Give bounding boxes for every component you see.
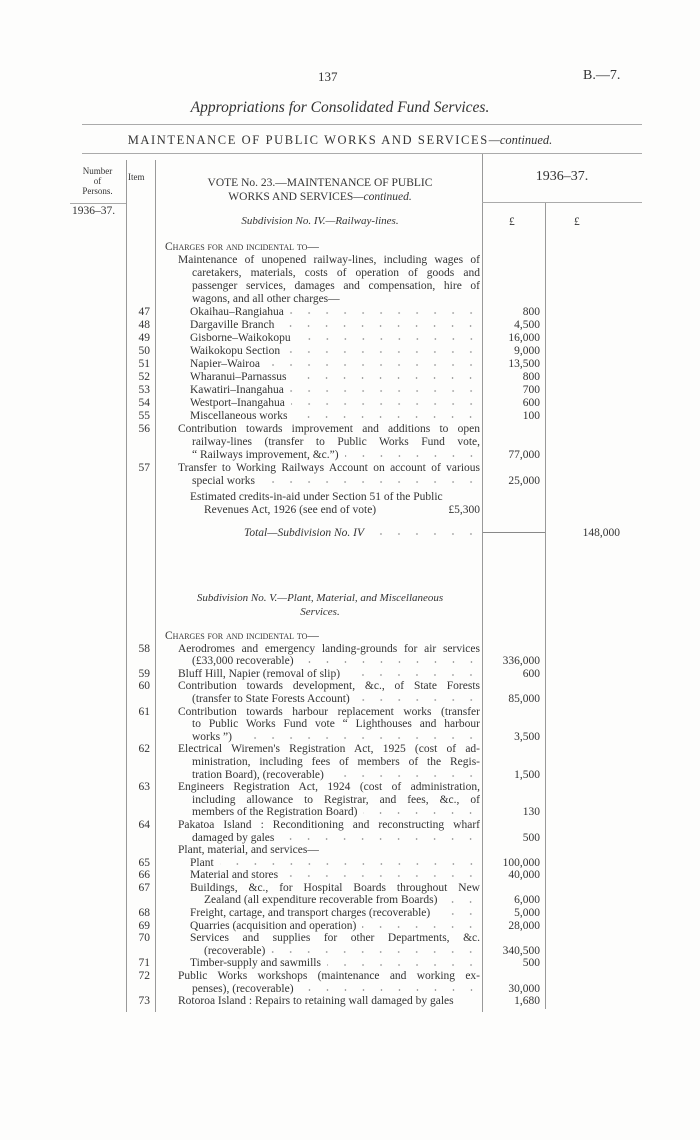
item-description — [160, 630, 480, 643]
item-description — [160, 643, 480, 668]
appropriation-item-row — [0, 995, 700, 1008]
description-line — [160, 693, 480, 706]
document-reference: B.—7. — [583, 68, 621, 83]
item-description — [160, 345, 480, 358]
dot-leader — [280, 319, 480, 332]
description-line — [160, 857, 480, 870]
page-number: 137 — [318, 69, 338, 84]
item-amount: 9,000 — [514, 345, 540, 357]
subdivision-iv-total-amount: 148,000 — [582, 527, 620, 539]
persons-header-rule — [70, 203, 126, 204]
item-number: 58 — [138, 642, 150, 655]
item-amount: 16,000 — [508, 332, 540, 344]
item-amount: 800 — [522, 371, 540, 383]
description-line: Public Works workshops (maintenance and working ex- — [178, 970, 480, 983]
dot-leader — [300, 983, 480, 996]
persons-header-line: Number — [82, 166, 113, 176]
vote-heading-line: VOTE No. 23.—MAINTENANCE OF PUBLIC — [207, 177, 433, 189]
item-number: 54 — [138, 397, 150, 409]
item-description — [160, 819, 480, 844]
item-amount: 77,000 — [508, 449, 540, 461]
appropriation-item-row — [0, 397, 700, 410]
appropriation-item-row — [0, 680, 700, 705]
item-description — [160, 995, 480, 1008]
description-line: Contribution towards harbour replacement works (transfer — [178, 705, 480, 718]
description-line: to Public Works Fund vote “ Lighthouses and harbour — [192, 718, 480, 731]
subdivision-iv-items — [0, 241, 700, 488]
dot-leader — [370, 527, 480, 539]
description-line: railway-lines (transfer to Public Works Fund vote, — [192, 436, 480, 448]
description-line: Buildings, &c., for Hospital Boards throughout New — [190, 881, 480, 894]
description-line: Services and supplies for other Departments, &c. — [190, 932, 480, 945]
item-number: 56 — [138, 423, 150, 435]
dot-leader — [238, 731, 480, 744]
item-amount: 30,000 — [508, 982, 540, 995]
item-description — [160, 332, 480, 345]
item-number: 51 — [138, 358, 150, 370]
dot-leader — [346, 668, 480, 681]
item-number: 61 — [138, 705, 150, 718]
item-description — [160, 668, 480, 681]
dot-leader — [280, 832, 480, 845]
description-text: “ Railways improvement, &c.”) — [192, 449, 339, 461]
appropriation-item-row — [0, 643, 700, 668]
item-amount: 700 — [522, 384, 540, 396]
group-heading-row — [0, 254, 700, 306]
description-line — [160, 957, 480, 970]
item-number: 64 — [138, 818, 150, 831]
item-number: 71 — [138, 957, 150, 970]
item-number: 72 — [138, 970, 150, 983]
currency-symbol: £ — [574, 216, 580, 228]
description-text: Wharanui–Parnassus — [190, 371, 287, 383]
item-amount: 800 — [522, 306, 540, 318]
item-amount: 5,000 — [514, 907, 540, 920]
description-text: wagons, and all other charges— — [192, 293, 340, 305]
description-line — [160, 806, 480, 819]
dot-leader — [363, 806, 480, 819]
description-line — [160, 869, 480, 882]
description-line — [160, 397, 480, 410]
item-description — [160, 680, 480, 705]
description-text: Gisborne–Waikokopu — [190, 332, 291, 344]
dot-leader — [327, 957, 480, 970]
appropriation-item-row — [0, 869, 700, 882]
item-amount: 336,000 — [502, 655, 540, 668]
credits-note-line: Estimated credits-in-aid under Section 51 of the Public — [190, 491, 443, 503]
description-line — [160, 769, 480, 782]
item-number: 68 — [138, 907, 150, 920]
appropriation-item-row — [0, 781, 700, 819]
description-text: Okaihau–Rangiahua — [190, 306, 284, 318]
dot-leader — [290, 306, 480, 319]
item-amount: 1,680 — [514, 995, 540, 1008]
dot-leader — [266, 358, 480, 371]
description-text: Quarries (acquisition and operation) — [190, 919, 357, 932]
item-number: 48 — [138, 319, 150, 331]
description-line: ministration, including fees of members of the Regis- — [192, 755, 480, 768]
appropriation-item-row — [0, 358, 700, 371]
description-line — [160, 844, 480, 857]
description-line: Transfer to Working Railways Account on account of various — [178, 462, 480, 474]
appropriation-item-row — [0, 957, 700, 970]
item-number: 63 — [138, 781, 150, 794]
item-description — [160, 384, 480, 397]
description-line — [160, 832, 480, 845]
vote-heading — [160, 176, 480, 204]
section-rule — [82, 153, 642, 154]
item-description — [160, 358, 480, 371]
description-line — [160, 371, 480, 384]
appropriation-item-row — [0, 668, 700, 681]
appropriation-item-row — [0, 743, 700, 781]
item-description — [160, 397, 480, 410]
group-heading-row — [0, 630, 700, 643]
item-number: 59 — [138, 667, 150, 680]
subdivision-iv-heading: Subdivision No. IV.—Railway-lines. — [241, 215, 399, 227]
dot-leader — [330, 769, 480, 782]
item-number: 60 — [138, 680, 150, 693]
description-text: Kawatiri–Inangahua — [190, 384, 284, 396]
description-text: (£33,000 recoverable) — [192, 655, 294, 668]
description-text: Freight, cartage, and transport charges (recoverable) — [190, 907, 431, 920]
item-amount: 6,000 — [514, 894, 540, 907]
description-line: passenger services, damages and compensation, hire of — [192, 280, 480, 292]
description-text: Napier–Wairoa — [190, 358, 260, 370]
dot-leader — [271, 945, 480, 958]
item-description — [160, 706, 480, 744]
description-line — [160, 449, 480, 462]
item-number: 47 — [138, 306, 150, 318]
item-amount: 3,500 — [514, 730, 540, 743]
section-heading-suffix: —continued. — [488, 133, 553, 147]
subdivision-v-heading — [160, 591, 480, 619]
persons-header-line: Persons. — [82, 186, 113, 196]
description-line: Engineers Registration Act, 1924 (cost of administration, — [178, 781, 480, 794]
section-heading-main: MAINTENANCE OF PUBLIC WORKS AND SERVICES — [127, 133, 489, 147]
item-number: 50 — [138, 345, 150, 357]
description-line: Contribution towards improvement and additions to open — [178, 423, 480, 435]
appropriation-item-row — [0, 345, 700, 358]
vote-heading-suffix: —continued. — [353, 191, 412, 203]
item-amount: 340,500 — [502, 944, 540, 957]
item-number: 66 — [138, 869, 150, 882]
vote-heading-text: WORKS AND SERVICES — [228, 191, 354, 203]
total-label: Total—Subdivision No. IV — [244, 527, 365, 539]
description-line — [160, 384, 480, 397]
item-amount: 130 — [522, 806, 540, 819]
title-rule — [82, 124, 642, 125]
description-line — [160, 945, 480, 958]
item-description — [160, 306, 480, 319]
appropriation-item-row — [0, 857, 700, 870]
item-description — [160, 371, 480, 384]
section-heading — [0, 133, 680, 148]
dot-leader — [261, 475, 480, 488]
description-line — [160, 655, 480, 668]
appropriation-item-row — [0, 706, 700, 744]
appropriation-item-row — [0, 920, 700, 933]
item-amount: 25,000 — [508, 475, 540, 487]
description-line — [160, 920, 480, 933]
item-number: 55 — [138, 410, 150, 422]
description-line — [160, 319, 480, 332]
dot-leader — [356, 693, 480, 706]
item-amount: 500 — [522, 957, 540, 970]
subdivision-v-heading-line: Services. — [300, 606, 340, 618]
item-number: 70 — [138, 932, 150, 945]
description-line — [160, 332, 480, 345]
item-description — [160, 882, 480, 907]
subdivision-v-items — [0, 630, 700, 1008]
item-description — [160, 907, 480, 920]
description-line — [160, 630, 480, 643]
item-amount: 4,500 — [514, 319, 540, 331]
appropriation-item-row — [0, 410, 700, 423]
description-line — [160, 241, 480, 254]
description-line: Electrical Wiremen's Registration Act, 1925 (cost of ad- — [178, 743, 480, 756]
item-amount: 500 — [522, 831, 540, 844]
description-line — [160, 731, 480, 744]
description-text: tration Board), (recoverable) — [192, 768, 324, 781]
description-text: damaged by gales — [192, 831, 275, 844]
credits-note-line — [190, 504, 480, 517]
dot-leader — [300, 655, 480, 668]
description-line — [160, 983, 480, 996]
item-amount: 28,000 — [508, 919, 540, 932]
description-line: Contribution towards development, &c., of State Forests — [178, 680, 480, 693]
credits-note-text: Revenues Act, 1926 (see end of vote) — [204, 504, 377, 516]
item-description — [160, 743, 480, 781]
item-description — [160, 423, 480, 462]
dot-leader — [292, 371, 480, 384]
description-text: Dargaville Branch — [190, 319, 275, 331]
item-amount: 40,000 — [508, 869, 540, 882]
description-text: Westport–Inangahua — [190, 397, 285, 409]
item-description — [160, 857, 480, 870]
item-amount: 100,000 — [502, 856, 540, 869]
appropriation-item-row — [0, 332, 700, 345]
description-line — [160, 293, 480, 306]
total-rule — [483, 532, 545, 533]
item-number: 67 — [138, 881, 150, 894]
description-text: Plant, material, and services— — [178, 844, 319, 857]
item-description — [160, 932, 480, 957]
description-line: including allowance to Registrar, and fees, &c., of — [192, 793, 480, 806]
group-heading-row — [0, 241, 700, 254]
currency-symbol: £ — [509, 216, 515, 228]
item-description — [160, 241, 480, 254]
item-description — [160, 781, 480, 819]
description-line: Aerodromes and emergency landing-grounds for air services — [178, 642, 480, 655]
dot-leader — [293, 410, 480, 423]
description-line — [160, 410, 480, 423]
dot-leader — [297, 332, 480, 345]
description-line — [160, 907, 480, 920]
description-text: Waikokopu Section — [190, 345, 281, 357]
appropriation-item-row — [0, 371, 700, 384]
item-number: 52 — [138, 371, 150, 383]
item-number: 65 — [138, 856, 150, 869]
item-description — [160, 410, 480, 423]
item-number: 69 — [138, 919, 150, 932]
description-line: caretakers, materials, costs of operation of goods and — [192, 267, 480, 279]
description-line — [160, 475, 480, 488]
description-line — [160, 995, 480, 1008]
appropriation-item-row — [0, 384, 700, 397]
description-text: (transfer to State Forests Account) — [192, 692, 350, 705]
item-description — [160, 957, 480, 970]
item-description — [160, 462, 480, 488]
description-text: Charges for and incidental to— — [165, 630, 319, 642]
dot-leader — [290, 384, 480, 397]
appropriation-item-row — [0, 970, 700, 995]
item-description — [160, 254, 480, 306]
appropriation-item-row — [0, 306, 700, 319]
credits-in-aid-note — [190, 491, 480, 517]
description-text: Material and stores — [190, 869, 279, 882]
description-line — [160, 668, 480, 681]
dot-leader — [443, 894, 480, 907]
description-text: members of the Registration Board) — [192, 806, 358, 819]
appropriation-item-row — [0, 882, 700, 907]
page-title: Appropriations for Consolidated Fund Services. — [190, 99, 490, 116]
item-number: 57 — [138, 462, 150, 474]
dot-leader — [291, 397, 480, 410]
item-number: 73 — [138, 995, 150, 1008]
description-text: (recoverable) — [204, 944, 266, 957]
item-description — [160, 869, 480, 882]
description-line: Maintenance of unopened railway-lines, including wages of — [178, 254, 480, 266]
appropriation-item-row — [0, 462, 700, 488]
description-line: Pakatoa Island : Reconditioning and reconstructing wharf — [178, 818, 480, 831]
dot-leader — [286, 345, 480, 358]
item-amount: 600 — [522, 397, 540, 409]
year-column-header: 1936–37. — [535, 169, 589, 184]
persons-column-header — [70, 166, 125, 196]
item-description — [160, 970, 480, 995]
description-text: Zealand (all expenditure recoverable from Boards) — [204, 894, 438, 907]
description-text: Miscellaneous works — [190, 410, 288, 422]
subdivision-v-heading-line: Subdivision No. V.—Plant, Material, and Miscellaneous — [196, 592, 444, 604]
subdivision-iv-total-row — [160, 527, 480, 539]
description-text: Timber-supply and sawmills — [190, 957, 321, 970]
item-amount: 600 — [522, 667, 540, 680]
description-line — [160, 894, 480, 907]
item-amount: 1,500 — [514, 768, 540, 781]
credits-amount: £5,300 — [448, 504, 480, 516]
description-line — [160, 306, 480, 319]
description-text: works ”) — [192, 730, 232, 743]
description-text: Rotoroa Island : Repairs to retaining wall damaged by gales — [178, 995, 454, 1008]
group-heading-row — [0, 844, 700, 857]
description-line — [160, 358, 480, 371]
description-text: Charges for and incidental to— — [165, 241, 319, 253]
item-number: 53 — [138, 384, 150, 396]
dot-leader — [436, 907, 480, 920]
item-amount: 85,000 — [508, 692, 540, 705]
dot-leader — [345, 449, 480, 462]
persons-header-line: of — [93, 176, 102, 186]
description-text: Plant — [190, 856, 214, 869]
dot-leader — [284, 869, 480, 882]
appropriation-item-row — [0, 819, 700, 844]
item-number: 62 — [138, 743, 150, 756]
description-text: Bluff Hill, Napier (removal of slip) — [178, 667, 341, 680]
persons-year: 1936–37. — [72, 205, 116, 217]
item-amount: 100 — [522, 410, 540, 422]
item-number: 49 — [138, 332, 150, 344]
description-text: special works — [192, 475, 255, 487]
item-description — [160, 319, 480, 332]
dot-leader — [220, 857, 480, 870]
appropriation-item-row — [0, 423, 700, 462]
description-text: penses), (recoverable) — [192, 982, 294, 995]
year-header-rule — [482, 202, 642, 203]
dot-leader — [362, 920, 480, 933]
description-line — [160, 345, 480, 358]
item-column-header: Item — [128, 172, 145, 182]
appropriation-item-row — [0, 319, 700, 332]
appropriation-item-row — [0, 932, 700, 957]
item-description — [160, 844, 480, 857]
appropriation-item-row — [0, 907, 700, 920]
vote-heading-line — [160, 190, 480, 204]
item-amount: 13,500 — [508, 358, 540, 370]
item-description — [160, 920, 480, 933]
